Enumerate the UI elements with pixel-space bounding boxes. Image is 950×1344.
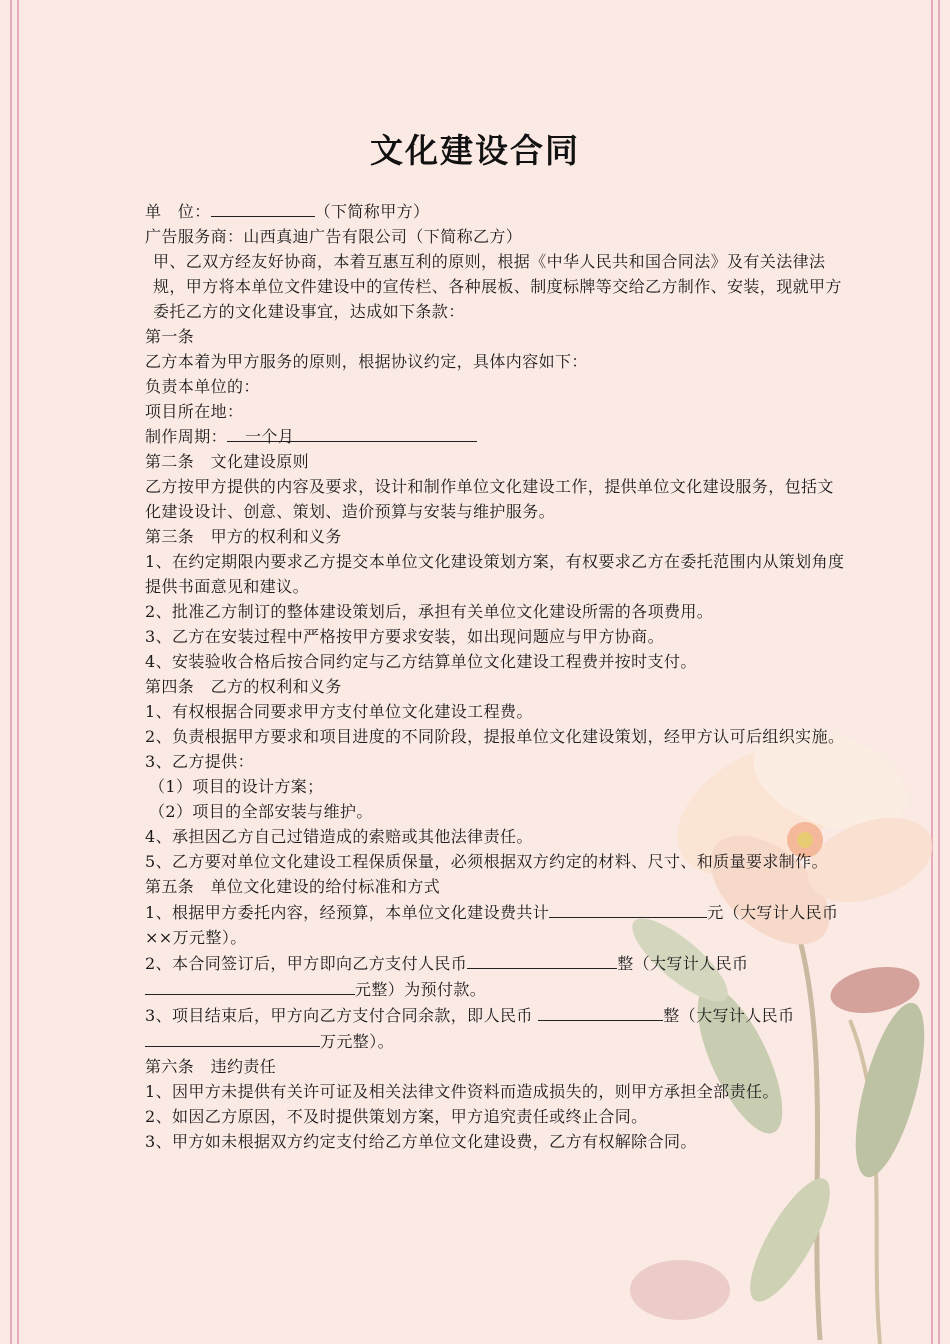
article-5-item-2: [145, 950, 845, 1002]
article-2-text: 乙方按甲方提供的内容及要求，设计和制作单位文化建设工作，提供单位文化建设服务，包括文化建设设计、创意、策划、造价预算与安装与维护服务。: [145, 477, 834, 521]
article-5-item-1-suffix: 元（大写计人民币××万元整）。: [145, 903, 839, 947]
article-3-item: 3、乙方在安装过程中严格按甲方要求安装，如出现问题应与甲方协商。: [145, 627, 664, 646]
location-line: 项目所在地：: [145, 402, 244, 421]
article-4-item: 4、承担因乙方自己过错造成的索赔或其他法律责任。: [145, 827, 533, 846]
article-5-item-1-text: 1、根据甲方委托内容，经预算，本单位文化建设费共计: [145, 903, 550, 922]
balance-upper-blank: [145, 1028, 320, 1047]
prepayment-blank: [467, 950, 617, 969]
article-4-item: 1、有权根据合同要求甲方支付单位文化建设工程费。: [145, 702, 533, 721]
total-fee-blank: [549, 899, 707, 918]
article-3-item: 1、在约定期限内要求乙方提交本单位文化建设策划方案，有权要求乙方在委托范围内从策划角度提供书面意见和建议。: [145, 552, 845, 596]
party-a-label: 单 位：: [145, 202, 211, 221]
party-a-blank: [211, 198, 315, 217]
period-line: [145, 424, 845, 449]
article-5-item-3: [145, 1002, 845, 1054]
article-5-item-2-suffix: 元整）为预付款。: [355, 980, 487, 999]
responsible-line: 负责本单位的：: [145, 377, 260, 396]
party-b-line: 广告服务商：山西真迪广告有限公司（下简称乙方）: [145, 227, 523, 246]
period-label: 制作周期：: [145, 427, 228, 446]
party-a-line: [145, 198, 845, 224]
intro-paragraph: 甲、乙双方经友好协商，本着互惠互利的原则，根据《中华人民共和国合同法》及有关法律法规，甲方将本单位文件建设中的宣传栏、各种展板、制度标牌等交给乙方制作、安装，现就甲方委托乙方的文化建设事宜，达成如下条款：: [153, 252, 842, 321]
article-4-subitem: （1）项目的设计方案；: [149, 777, 324, 796]
period-value: 一个月: [227, 424, 477, 442]
document-title: 文化建设合同: [370, 131, 580, 170]
article-1-heading: 第一条: [145, 327, 195, 346]
article-6-item: 1、因甲方未提供有关许可证及相关法律文件资料而造成损失的，则甲方承担全部责任。: [145, 1082, 779, 1101]
article-5-item-2-text: 2、本合同签订后，甲方即向乙方支付人民币: [145, 954, 468, 973]
article-3-item: 2、批准乙方制订的整体建设策划后，承担有关单位文化建设所需的各项费用。: [145, 602, 714, 621]
article-5-heading: 第五条 单位文化建设的给付标准和方式: [145, 877, 441, 896]
article-6-heading: 第六条 违约责任: [145, 1057, 277, 1076]
article-4-item: 5、乙方要对单位文化建设工程保质保量，必须根据双方约定的材料、尺寸、和质量要求制作。: [145, 852, 828, 871]
article-4-subitem: （2）项目的全部安装与维护。: [149, 802, 373, 821]
article-1-text: 乙方本着为甲方服务的原则，根据协议约定，具体内容如下：: [145, 352, 588, 371]
balance-blank: [538, 1002, 663, 1021]
left-border-line: [10, 0, 12, 1344]
article-4-item: 3、乙方提供：: [145, 752, 254, 771]
contract-body: [145, 198, 845, 1154]
article-6-item: 3、甲方如未根据双方约定支付给乙方单位文化建设费，乙方有权解除合同。: [145, 1132, 697, 1151]
prepayment-upper-blank: [145, 976, 355, 995]
article-5-item-3-mid: 整（大写计人民币: [663, 1006, 795, 1025]
article-5-item-3-suffix: 万元整）。: [320, 1032, 395, 1051]
article-4-item: 2、负责根据甲方要求和项目进度的不同阶段，提报单位文化建设策划，经甲方认可后组织实施。: [145, 727, 845, 746]
article-5-item-1: [145, 899, 845, 950]
article-5-item-3-text: 3、项目结束后，甲方向乙方支付合同余款，即人民币: [145, 1006, 533, 1025]
article-3-heading: 第三条 甲方的权利和义务: [145, 527, 342, 546]
article-3-item: 4、安装验收合格后按合同约定与乙方结算单位文化建设工程费并按时支付。: [145, 652, 697, 671]
article-5-item-2-mid: 整（大写计人民币: [617, 954, 749, 973]
left-border-line-inner: [17, 0, 19, 1344]
article-2-heading: 第二条 文化建设原则: [145, 452, 310, 471]
article-4-heading: 第四条 乙方的权利和义务: [145, 677, 342, 696]
party-a-suffix: （下简称甲方）: [314, 202, 430, 221]
article-6-item: 2、如因乙方原因，不及时提供策划方案，甲方追究责任或终止合同。: [145, 1107, 648, 1126]
